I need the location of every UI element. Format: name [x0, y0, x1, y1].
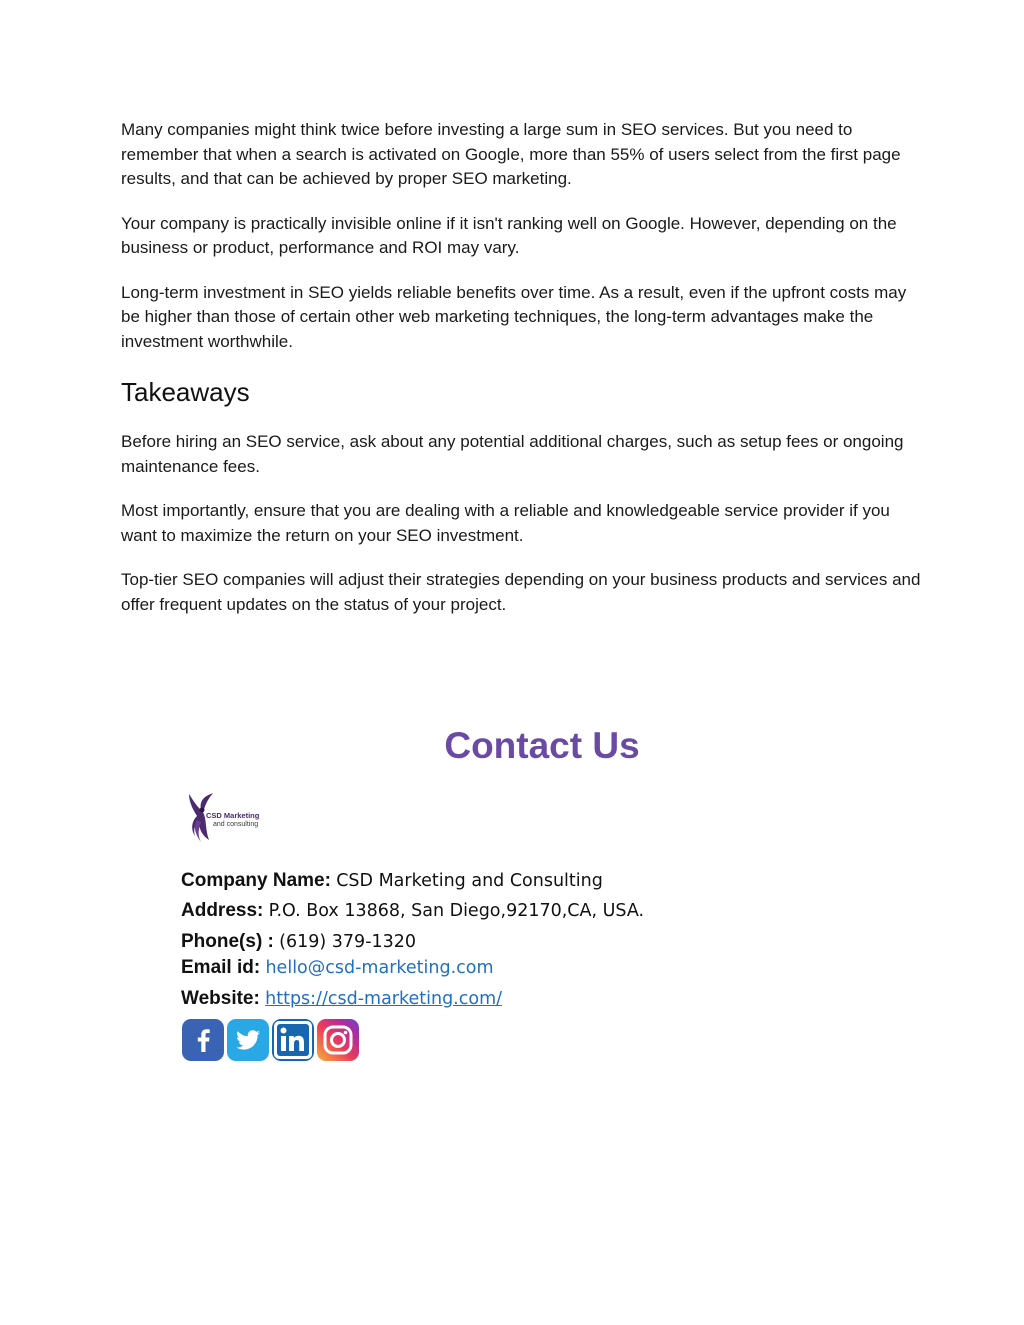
takeaway-3: Top-tier SEO companies will adjust their strategies depending on your business products and services and offer frequent updates on the status of your project. [121, 570, 921, 614]
phone-label: Phone(s) : [181, 931, 274, 952]
facebook-icon[interactable] [182, 1019, 224, 1061]
paragraph-2: Your company is practically invisible online if it isn't ranking well on Google. However, depending on the business or product, performance and ROI may vary. [121, 213, 897, 257]
website-row [181, 988, 502, 1010]
paragraph-1: Many companies might think twice before investing a large sum in SEO services. But you need to remember that when a search is activated on Google, more than 55% of users select from the first page results, and that can be achieved by proper SEO marketing. [121, 120, 901, 188]
company-name-label: Company Name: [181, 870, 331, 891]
twitter-icon[interactable] [227, 1019, 269, 1061]
contact-us-title: Contact Us [444, 725, 640, 766]
social-icons [182, 1019, 359, 1061]
takeaways-heading: Takeaways [121, 377, 250, 407]
email-link[interactable]: hello@csd-marketing.com [265, 958, 494, 978]
linkedin-icon[interactable] [272, 1019, 314, 1061]
takeaway-2: Most importantly, ensure that you are dealing with a reliable and knowledgeable service provider if you want to maximize the return on your SEO investment. [121, 501, 890, 545]
company-name-value: CSD Marketing and Consulting [336, 871, 603, 891]
address-value: P.O. Box 13868, San Diego,92170,CA, USA. [268, 901, 645, 921]
address-label: Address: [181, 900, 264, 921]
address-row [181, 900, 644, 922]
website-link[interactable]: https://csd-marketing.com/ [265, 989, 503, 1009]
phoenix-logo-icon [183, 790, 223, 850]
company-name-row [181, 870, 603, 892]
takeaway-1: Before hiring an SEO service, ask about any potential additional charges, such as setup fees or ongoing maintenance fees. [121, 432, 904, 476]
paragraph-3: Long-term investment in SEO yields reliable benefits over time. As a result, even if the upfront costs may be higher than those of certain other web marketing techniques, the long-term advantages make the investment worthwhile. [121, 282, 907, 351]
instagram-icon[interactable] [317, 1019, 359, 1061]
company-logo [183, 790, 273, 850]
logo-text-sub: and consulting [213, 821, 259, 828]
phone-value: (619) 379-1320 [279, 932, 417, 952]
phone-row [181, 931, 416, 953]
article-body [121, 118, 921, 637]
email-row [181, 957, 494, 979]
website-label: Website: [181, 988, 260, 1009]
email-label: Email id: [181, 957, 261, 978]
logo-text-main: CSD Marketing [206, 811, 260, 820]
